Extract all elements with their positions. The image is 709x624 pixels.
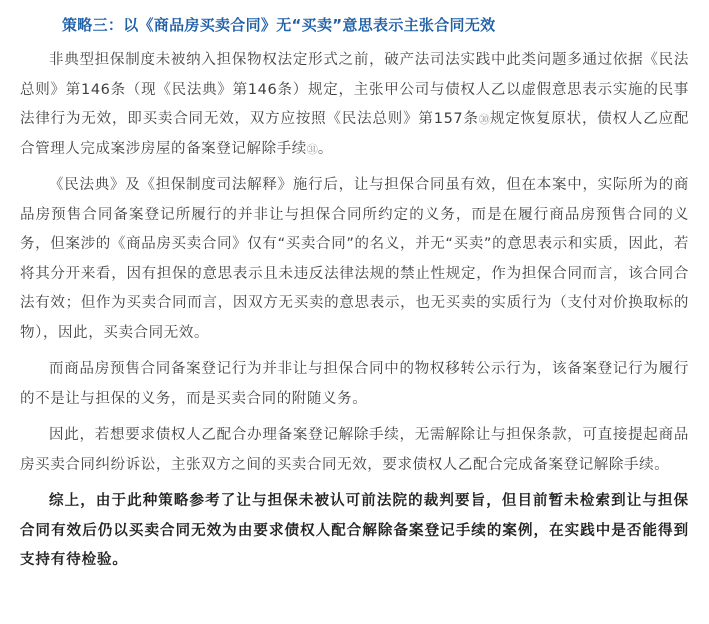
paragraph-1 <box>20 46 689 164</box>
footnote-marker-30: ㉚ <box>478 113 491 126</box>
section-heading: 策略三：以《商品房买卖合同》无“买卖”意思表示主张合同无效 <box>62 16 496 34</box>
paragraph-1-text-b: 规定恢复原状，债权人乙应配合管理人完成案涉房屋的备案登记解除手续 <box>20 111 690 157</box>
paragraph-1-text-a: 非典型担保制度未被纳入担保物权法定形式之前，破产法司法实践中此类问题多通过依据《民法总则》第146条（现《民法典》第146条）规定，主张甲公司与债权人乙以虚假意思表示实施的民事法律行为无效，即买卖合同无效，双方应按照《民法总则》第157条 <box>20 52 689 127</box>
paragraph-2: 《民法典》及《担保制度司法解释》施行后，让与担保合同虽有效，但在本案中，实际所为的商品房预售合同备案登记所履行的并非让与担保合同所约定的义务，而是在履行商品房预售合同的义务，但案涉的《商品房买卖合同》仅有“买卖合同”的名义，并无“买卖”的意思表示和实质，因此，若将其分开来看，因有担保的意思表示且未违反法律法规的禁止性规定，作为担保合同而言，该合同合法有效；但作为买卖合同而言，因双方无买卖的意思表示，也无买卖的实质行为（支付对价换取标的物），因此，买卖合同无效。 <box>20 177 689 341</box>
paragraph-4: 因此，若想要求债权人乙配合办理备案登记解除手续，无需解除让与担保条款，可直接提起商品房买卖合同纠纷诉讼，主张双方之间的买卖合同无效，要求债权人乙配合完成备案登记解除手续。 <box>20 427 689 473</box>
paragraph-3: 而商品房预售合同备案登记行为并非让与担保合同中的物权移转公示行为，该备案登记行为履行的不是让与担保的义务，而是买卖合同的附随义务。 <box>20 361 689 407</box>
paragraph-1-text-c: 。 <box>317 140 334 157</box>
footnote-marker-31: ㉛ <box>306 142 318 156</box>
paragraph-conclusion: 综上，由于此种策略参考了让与担保未被认可前法院的裁判要旨，但目前暂未检索到让与担保合同有效后仍以买卖合同无效为由要求债权人配合解除备案登记手续的案例，在实践中是否能得到支持有待检验。 <box>20 493 689 568</box>
